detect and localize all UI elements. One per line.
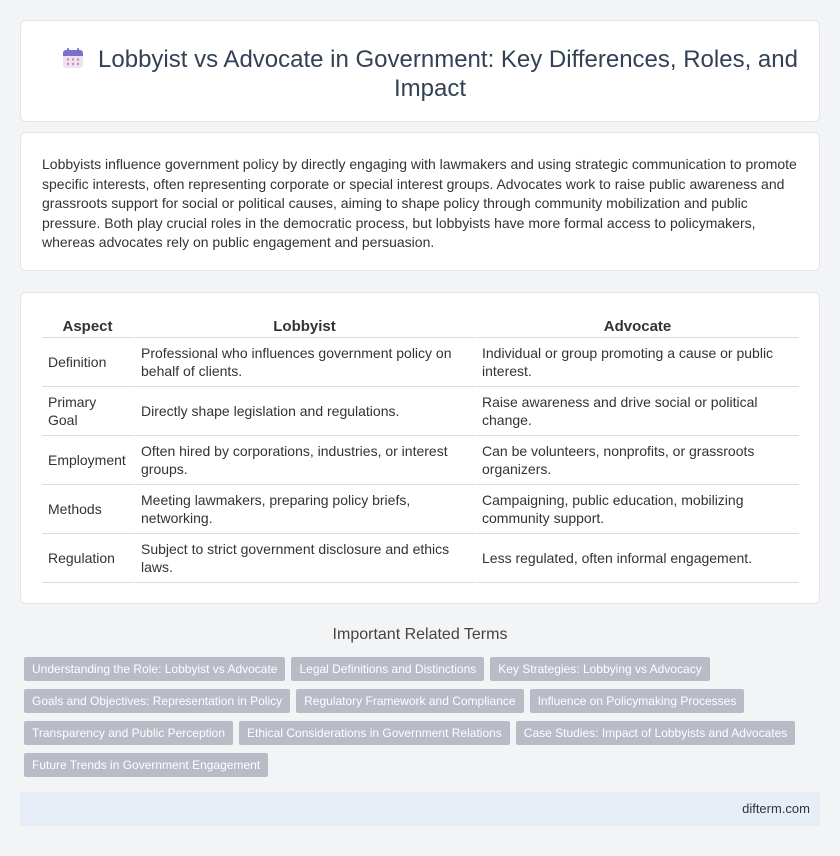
comparison-table <box>42 315 799 583</box>
related-tag[interactable]: Goals and Objectives: Representation in Policy <box>24 689 290 713</box>
header-advocate: Advocate <box>476 315 799 338</box>
related-tag[interactable]: Understanding the Role: Lobbyist vs Advocate <box>24 657 285 681</box>
row-aspect: Methods <box>42 485 135 534</box>
tag-row <box>24 721 824 745</box>
row-advocate: Raise awareness and drive social or political change. <box>476 387 799 436</box>
related-terms-title: Important Related Terms <box>332 626 508 643</box>
footer-site-link[interactable]: difterm.com <box>742 801 810 816</box>
table-row <box>42 387 799 436</box>
footer <box>20 792 820 826</box>
row-advocate: Campaigning, public education, mobilizing community support. <box>476 485 799 534</box>
row-advocate: Can be volunteers, nonprofits, or grassroots organizers. <box>476 436 799 485</box>
tag-row <box>24 689 824 713</box>
related-tag[interactable]: Influence on Policymaking Processes <box>530 689 745 713</box>
header-card <box>20 20 820 122</box>
related-tag[interactable]: Transparency and Public Perception <box>24 721 233 745</box>
row-aspect: Definition <box>42 338 135 387</box>
page-title-text: Lobbyist vs Advocate in Government: Key Differences, Roles, and Impact <box>98 46 798 102</box>
related-tag[interactable]: Regulatory Framework and Compliance <box>296 689 523 713</box>
related-tag[interactable]: Case Studies: Impact of Lobbyists and Advocates <box>516 721 795 745</box>
intro-card <box>20 132 820 271</box>
related-tag[interactable]: Ethical Considerations in Government Relations <box>239 721 510 745</box>
related-tag[interactable]: Future Trends in Government Engagement <box>24 753 268 777</box>
table-row <box>42 436 799 485</box>
page-title <box>61 45 799 103</box>
table-row <box>42 485 799 534</box>
row-lobbyist: Subject to strict government disclosure and ethics laws. <box>135 534 476 583</box>
row-lobbyist: Often hired by corporations, industries, or interest groups. <box>135 436 476 485</box>
comparison-card <box>20 292 820 604</box>
row-advocate: Individual or group promoting a cause or public interest. <box>476 338 799 387</box>
related-tag[interactable]: Key Strategies: Lobbying vs Advocacy <box>490 657 709 681</box>
related-terms-tags <box>24 657 824 785</box>
row-aspect: Regulation <box>42 534 135 583</box>
tag-row <box>24 657 824 681</box>
table-row <box>42 534 799 583</box>
row-lobbyist: Professional who influences government policy on behalf of clients. <box>135 338 476 387</box>
intro-text: Lobbyists influence government policy by directly engaging with lawmakers and using strategic communication to promote specific interests, often representing corporate or special interest groups. Advocates work to raise public awareness and grassroots support for social or political causes, aiming to shape policy through community mobilization and public pressure. Both play crucial roles in the democratic process, but lobbyists have more formal access to policymakers, whereas advocates rely on public engagement and persuasion. <box>42 156 797 250</box>
row-aspect: Primary Goal <box>42 387 135 436</box>
calendar-icon <box>62 47 84 69</box>
row-aspect: Employment <box>42 436 135 485</box>
header-lobbyist: Lobbyist <box>135 315 476 338</box>
title-wrap <box>61 45 799 103</box>
table-row <box>42 338 799 387</box>
row-advocate: Less regulated, often informal engagement. <box>476 534 799 583</box>
row-lobbyist: Meeting lawmakers, preparing policy briefs, networking. <box>135 485 476 534</box>
tag-row <box>24 753 824 777</box>
table-header-row <box>42 315 799 338</box>
header-aspect: Aspect <box>42 315 135 338</box>
row-lobbyist: Directly shape legislation and regulations. <box>135 387 476 436</box>
related-tag[interactable]: Legal Definitions and Distinctions <box>291 657 484 681</box>
